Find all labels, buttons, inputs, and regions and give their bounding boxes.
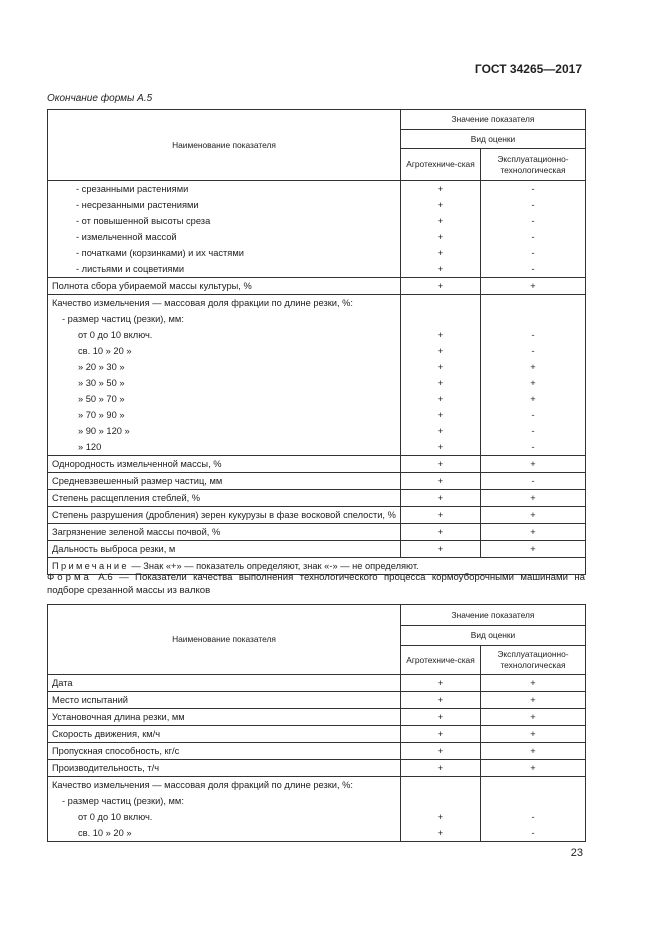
agrotechnical-value-cell: + <box>401 278 481 295</box>
table-row <box>48 229 586 245</box>
operational-value-cell: + <box>481 375 586 391</box>
table-row <box>48 197 586 213</box>
operational-value-cell <box>481 793 586 809</box>
indicator-name-cell: - размер частиц (резки), мм: <box>48 793 401 809</box>
page-number: 23 <box>570 847 583 859</box>
operational-value-cell <box>481 311 586 327</box>
operational-value-cell: + <box>481 391 586 407</box>
table-row <box>48 743 586 760</box>
agrotechnical-value-cell: + <box>401 375 481 391</box>
table-row <box>48 343 586 359</box>
table-row <box>48 311 586 327</box>
operational-value-cell: + <box>481 507 586 524</box>
indicator-name-cell: Пропускная способность, кг/с <box>48 743 401 760</box>
indicator-name-cell: от 0 до 10 включ. <box>48 809 401 825</box>
operational-value-cell: + <box>481 524 586 541</box>
form-title-text: А.6 — Показатели качества выполнения технологического процесса кормоуборочными машинами на подборе срезанной массы из валков <box>47 572 585 596</box>
indicator-name-cell: - початками (корзинками) и их частями <box>48 245 401 261</box>
agrotechnical-value-cell: + <box>401 541 481 558</box>
operational-value-cell: - <box>481 327 586 343</box>
agrotechnical-value-cell: + <box>401 825 481 842</box>
table-form-a6 <box>47 604 586 842</box>
header-agrotechnical: Агротехниче-ская <box>401 646 481 675</box>
operational-value-cell <box>481 777 586 794</box>
operational-value-cell: - <box>481 473 586 490</box>
indicator-name-cell: Производительность, т/ч <box>48 760 401 777</box>
table-row <box>48 213 586 229</box>
form-a6-title <box>47 571 585 597</box>
indicator-name-cell: Степень расщепления стеблей, % <box>48 490 401 507</box>
agrotechnical-value-cell: + <box>401 343 481 359</box>
agrotechnical-value-cell: + <box>401 692 481 709</box>
indicator-name-cell: Качество измельчения — массовая доля фракций по длине резки, %: <box>48 777 401 794</box>
agrotechnical-value-cell: + <box>401 213 481 229</box>
table-row <box>48 809 586 825</box>
operational-value-cell: - <box>481 407 586 423</box>
table-row <box>48 692 586 709</box>
indicator-name-cell: - от повышенной высоты среза <box>48 213 401 229</box>
operational-value-cell: - <box>481 245 586 261</box>
table-row <box>48 709 586 726</box>
table-row <box>48 793 586 809</box>
header-operational: Эксплуатационно-технологическая <box>481 149 586 181</box>
header-indicator-name: Наименование показателя <box>48 605 401 675</box>
note-text: — Знак «+» — показатель определяют, знак «-» — не определяют. <box>128 561 419 571</box>
table-row <box>48 541 586 558</box>
indicator-name-cell: Однородность измельченной массы, % <box>48 456 401 473</box>
table-row <box>48 423 586 439</box>
agrotechnical-value-cell: + <box>401 229 481 245</box>
operational-value-cell: - <box>481 439 586 456</box>
table-row <box>48 490 586 507</box>
continuation-title: Окончание формы А.5 <box>47 93 153 104</box>
agrotechnical-value-cell: + <box>401 181 481 198</box>
operational-value-cell: + <box>481 359 586 375</box>
table-row <box>48 473 586 490</box>
indicator-name-cell: Полнота сбора убираемой массы культуры, % <box>48 278 401 295</box>
indicator-name-cell: - измельченной массой <box>48 229 401 245</box>
operational-value-cell: + <box>481 692 586 709</box>
indicator-name-cell: св. 10 » 20 » <box>48 825 401 842</box>
table-row <box>48 825 586 842</box>
table-row <box>48 327 586 343</box>
indicator-name-cell: Дальность выброса резки, м <box>48 541 401 558</box>
table-row <box>48 524 586 541</box>
operational-value-cell: - <box>481 181 586 198</box>
table-row <box>48 439 586 456</box>
agrotechnical-value-cell: + <box>401 407 481 423</box>
agrotechnical-value-cell <box>401 777 481 794</box>
table-row <box>48 181 586 198</box>
table-row <box>48 726 586 743</box>
operational-value-cell: + <box>481 709 586 726</box>
table-row <box>48 407 586 423</box>
agrotechnical-value-cell: + <box>401 327 481 343</box>
agrotechnical-value-cell: + <box>401 439 481 456</box>
table-row <box>48 245 586 261</box>
operational-value-cell: - <box>481 229 586 245</box>
indicator-name-cell: » 50 » 70 » <box>48 391 401 407</box>
indicator-name-cell: Степень разрушения (дробления) зерен кукурузы в фазе восковой спелости, % <box>48 507 401 524</box>
operational-value-cell: + <box>481 726 586 743</box>
operational-value-cell: - <box>481 809 586 825</box>
indicator-name-cell: Качество измельчения — массовая доля фракции по длине резки, %: <box>48 295 401 312</box>
indicator-name-cell: Место испытаний <box>48 692 401 709</box>
indicator-name-cell: Скорость движения, км/ч <box>48 726 401 743</box>
operational-value-cell: + <box>481 490 586 507</box>
operational-value-cell: + <box>481 541 586 558</box>
header-agrotechnical: Агротехниче-ская <box>401 149 481 181</box>
indicator-name-cell: Загрязнение зеленой массы почвой, % <box>48 524 401 541</box>
agrotechnical-value-cell: + <box>401 473 481 490</box>
header-evaluation-type: Вид оценки <box>401 130 586 149</box>
operational-value-cell: + <box>481 743 586 760</box>
agrotechnical-value-cell <box>401 295 481 312</box>
agrotechnical-value-cell: + <box>401 760 481 777</box>
header-indicator-name: Наименование показателя <box>48 110 401 181</box>
table-row <box>48 359 586 375</box>
indicator-name-cell: - несрезанными растениями <box>48 197 401 213</box>
note-label: Примечание <box>52 561 129 571</box>
header-indicator-value: Значение показателя <box>401 605 586 626</box>
agrotechnical-value-cell: + <box>401 197 481 213</box>
indicator-name-cell: » 120 <box>48 439 401 456</box>
agrotechnical-value-cell: + <box>401 391 481 407</box>
operational-value-cell: + <box>481 760 586 777</box>
indicator-name-cell: Дата <box>48 675 401 692</box>
agrotechnical-value-cell: + <box>401 359 481 375</box>
agrotechnical-value-cell: + <box>401 456 481 473</box>
indicator-name-cell: » 30 » 50 » <box>48 375 401 391</box>
table-row <box>48 777 586 794</box>
header-indicator-value: Значение показателя <box>401 110 586 130</box>
operational-value-cell: - <box>481 197 586 213</box>
agrotechnical-value-cell <box>401 311 481 327</box>
table-row <box>48 675 586 692</box>
table-form-a5 <box>47 109 586 575</box>
table-row <box>48 295 586 312</box>
agrotechnical-value-cell: + <box>401 675 481 692</box>
operational-value-cell: - <box>481 343 586 359</box>
agrotechnical-value-cell: + <box>401 726 481 743</box>
header-evaluation-type: Вид оценки <box>401 626 586 646</box>
operational-value-cell: - <box>481 213 586 229</box>
agrotechnical-value-cell <box>401 793 481 809</box>
header-operational: Эксплуатационно-технологическая <box>481 646 586 675</box>
table-row <box>48 261 586 278</box>
agrotechnical-value-cell: + <box>401 743 481 760</box>
form-label: Форма <box>47 572 92 583</box>
table-row <box>48 507 586 524</box>
document-code: ГОСТ 34265—2017 <box>474 62 582 76</box>
indicator-name-cell: Установочная длина резки, мм <box>48 709 401 726</box>
agrotechnical-value-cell: + <box>401 524 481 541</box>
operational-value-cell <box>481 295 586 312</box>
operational-value-cell: + <box>481 675 586 692</box>
indicator-name-cell: » 20 » 30 » <box>48 359 401 375</box>
agrotechnical-value-cell: + <box>401 507 481 524</box>
indicator-name-cell: - размер частиц (резки), мм: <box>48 311 401 327</box>
table-row <box>48 760 586 777</box>
operational-value-cell: - <box>481 423 586 439</box>
table-row <box>48 278 586 295</box>
agrotechnical-value-cell: + <box>401 709 481 726</box>
table-row <box>48 375 586 391</box>
indicator-name-cell: Средневзвешенный размер частиц, мм <box>48 473 401 490</box>
operational-value-cell: + <box>481 456 586 473</box>
indicator-name-cell: от 0 до 10 включ. <box>48 327 401 343</box>
table-row <box>48 391 586 407</box>
indicator-name-cell: - листьями и соцветиями <box>48 261 401 278</box>
indicator-name-cell: св. 10 » 20 » <box>48 343 401 359</box>
agrotechnical-value-cell: + <box>401 261 481 278</box>
agrotechnical-value-cell: + <box>401 490 481 507</box>
indicator-name-cell: » 70 » 90 » <box>48 407 401 423</box>
operational-value-cell: - <box>481 825 586 842</box>
operational-value-cell: + <box>481 278 586 295</box>
indicator-name-cell: » 90 » 120 » <box>48 423 401 439</box>
agrotechnical-value-cell: + <box>401 809 481 825</box>
operational-value-cell: - <box>481 261 586 278</box>
agrotechnical-value-cell: + <box>401 423 481 439</box>
agrotechnical-value-cell: + <box>401 245 481 261</box>
table-row <box>48 456 586 473</box>
indicator-name-cell: - срезанными растениями <box>48 181 401 198</box>
